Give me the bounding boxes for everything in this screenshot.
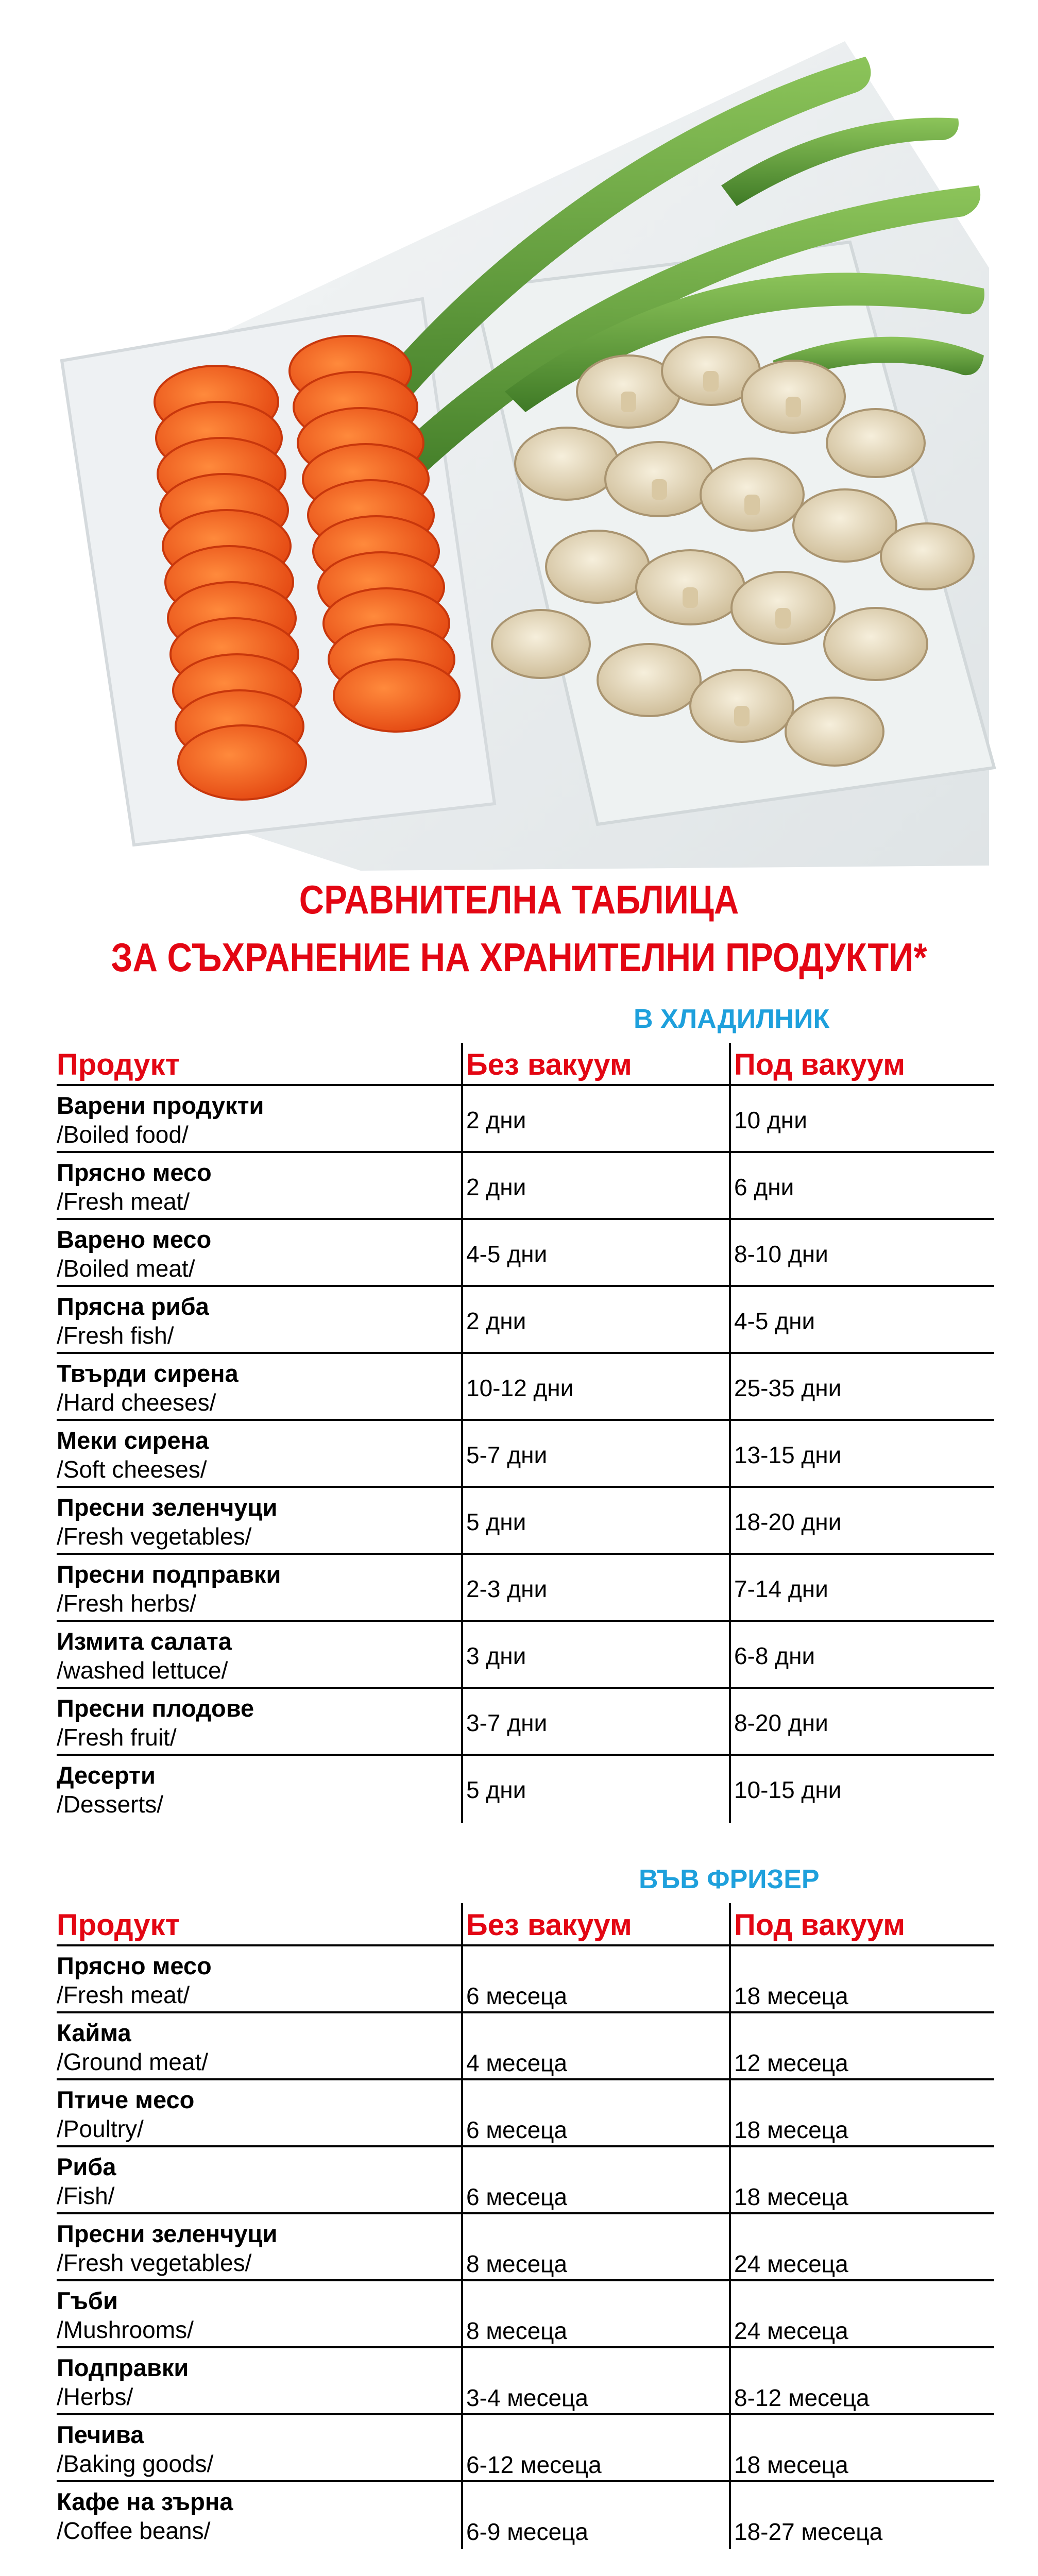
product-name-en: /Fresh vegetables/ (57, 1523, 252, 1550)
product-name-en: /Mushrooms/ (57, 2316, 194, 2343)
vacuum-value: 7-14 дни (734, 1575, 828, 1602)
vacuum-value: 4-5 дни (734, 1308, 815, 1334)
hero-photo (0, 0, 1038, 876)
vacuum-value: 6-8 дни (734, 1642, 815, 1669)
no-vacuum-value: 8 месеца (466, 2317, 568, 2344)
table-row (57, 2147, 994, 2214)
product-name: Печива (57, 2421, 144, 2448)
table-row (57, 2080, 994, 2147)
header-vacuum: Под вакуум (734, 1908, 906, 1942)
no-vacuum-value: 2 дни (466, 1308, 526, 1334)
product-name: Пресни зеленчуци (57, 2220, 278, 2247)
vacuum-value: 25-35 дни (734, 1375, 842, 1401)
product-name-en: /Soft cheeses/ (57, 1456, 207, 1483)
table-row (57, 1555, 994, 1622)
product-name: Кайма (57, 2019, 131, 2046)
no-vacuum-value: 3-4 месеца (466, 2384, 588, 2411)
product-name: Варено месо (57, 1226, 212, 1253)
vacuum-value: 8-10 дни (734, 1241, 828, 1267)
no-vacuum-value: 5-7 дни (466, 1442, 548, 1468)
product-name: Измита салата (57, 1628, 232, 1655)
product-name-en: /Fresh fruit/ (57, 1724, 177, 1751)
table-row (57, 2281, 994, 2348)
table-row (57, 2482, 994, 2549)
no-vacuum-value: 6 месеца (466, 2183, 568, 2210)
product-name-en: /Boiled meat/ (57, 1255, 195, 1282)
product-name: Варени продукти (57, 1092, 264, 1119)
product-name-en: /Coffee beans/ (57, 2517, 211, 2544)
vacuum-value: 18-20 дни (734, 1509, 842, 1535)
title-line-2: ЗА СЪХРАНЕНИЕ НА ХРАНИТЕЛНИ ПРОДУКТИ* (111, 935, 927, 980)
product-name-en: /Fresh herbs/ (57, 1590, 196, 1617)
no-vacuum-value: 6 месеца (466, 1982, 568, 2009)
fridge-table (57, 1043, 994, 1823)
product-name: Меки сирена (57, 1427, 209, 1454)
vacuum-value: 8-20 дни (734, 1709, 828, 1736)
product-name: Десерти (57, 1761, 156, 1789)
product-name-en: /Fresh fish/ (57, 1322, 174, 1349)
product-name: Подправки (57, 2354, 189, 2381)
vacuum-value: 12 месеца (734, 2049, 848, 2076)
product-name-en: /Ground meat/ (57, 2048, 209, 2075)
table-row (57, 1220, 994, 1287)
product-name: Прясно месо (57, 1159, 212, 1186)
vacuum-value: 10-15 дни (734, 1776, 842, 1803)
product-name: Гъби (57, 2287, 118, 2314)
fridge-table-header (57, 1043, 994, 1086)
vacuum-value: 6 дни (734, 1174, 794, 1200)
freezer-table (57, 1903, 994, 2549)
no-vacuum-value: 10-12 дни (466, 1375, 574, 1401)
table-row (57, 2415, 994, 2482)
table-row (57, 2348, 994, 2415)
no-vacuum-value: 8 месеца (466, 2250, 568, 2277)
header-vacuum: Под вакуум (734, 1048, 906, 1081)
vacuum-value: 18 месеца (734, 2183, 848, 2210)
vacuum-bags-illustration (0, 0, 1038, 876)
product-name-en: /Fresh meat/ (57, 1981, 190, 2008)
product-name-en: /Poultry/ (57, 2115, 144, 2142)
vacuum-value: 8-12 месеца (734, 2384, 870, 2411)
table-row (57, 1287, 994, 1354)
product-name: Прясна риба (57, 1293, 209, 1320)
product-name: Пресни подправки (57, 1561, 281, 1588)
no-vacuum-value: 5 дни (466, 1509, 526, 1535)
product-name: Прясно месо (57, 1952, 212, 1979)
product-name: Риба (57, 2153, 116, 2180)
page-title (73, 871, 965, 986)
header-no-vacuum: Без вакуум (466, 1908, 632, 1942)
table-row (57, 1421, 994, 1488)
header-product: Продукт (57, 1048, 180, 1081)
table-row (57, 2013, 994, 2080)
table-row (57, 1946, 994, 2013)
table-row (57, 1756, 994, 1823)
header-product: Продукт (57, 1908, 180, 1942)
no-vacuum-value: 6-12 месеца (466, 2451, 602, 2478)
no-vacuum-value: 2 дни (466, 1107, 526, 1133)
table-row (57, 2214, 994, 2281)
product-name-en: /Boiled food/ (57, 1121, 189, 1148)
table-row (57, 1689, 994, 1756)
vacuum-value: 13-15 дни (734, 1442, 842, 1468)
no-vacuum-value: 5 дни (466, 1776, 526, 1803)
product-name-en: /Desserts/ (57, 1791, 164, 1818)
no-vacuum-value: 2 дни (466, 1174, 526, 1200)
no-vacuum-value: 3 дни (466, 1642, 526, 1669)
vacuum-value: 18 месеца (734, 2116, 848, 2143)
product-name-en: /Hard cheeses/ (57, 1389, 216, 1416)
no-vacuum-value: 6 месеца (466, 2116, 568, 2143)
freezer-table-header (57, 1903, 994, 1946)
vacuum-value: 18 месеца (734, 1982, 848, 2009)
product-name: Пресни плодове (57, 1694, 254, 1722)
product-name: Пресни зеленчуци (57, 1494, 278, 1521)
title-line-1: СРАВНИТЕЛНА ТАБЛИЦА (299, 877, 739, 922)
vacuum-value: 10 дни (734, 1107, 807, 1133)
freezer-section-heading: ВЪВ ФРИЗЕР (639, 1865, 820, 1894)
no-vacuum-value: 3-7 дни (466, 1709, 548, 1736)
product-name-en: /Fresh meat/ (57, 1188, 190, 1215)
product-name: Птиче месо (57, 2086, 195, 2113)
table-row (57, 1153, 994, 1220)
product-name: Твърди сирена (57, 1360, 239, 1387)
header-no-vacuum: Без вакуум (466, 1048, 632, 1081)
table-row (57, 1488, 994, 1555)
no-vacuum-value: 2-3 дни (466, 1575, 548, 1602)
vacuum-value: 24 месеца (734, 2317, 848, 2344)
no-vacuum-value: 4 месеца (466, 2049, 568, 2076)
product-name-en: /washed lettuce/ (57, 1657, 228, 1684)
product-name-en: /Fresh vegetables/ (57, 2249, 252, 2276)
no-vacuum-value: 6-9 месеца (466, 2518, 588, 2545)
product-name-en: /Fish/ (57, 2182, 115, 2209)
table-row (57, 1086, 994, 1153)
vacuum-value: 18 месеца (734, 2451, 848, 2478)
no-vacuum-value: 4-5 дни (466, 1241, 548, 1267)
fridge-section-heading: В ХЛАДИЛНИК (634, 1004, 830, 1034)
vacuum-value: 24 месеца (734, 2250, 848, 2277)
product-name-en: /Herbs/ (57, 2383, 133, 2410)
product-name: Кафе на зърна (57, 2488, 233, 2515)
table-row (57, 1622, 994, 1689)
table-row (57, 1354, 994, 1421)
vacuum-value: 18-27 месеца (734, 2518, 883, 2545)
product-name-en: /Baking goods/ (57, 2450, 214, 2477)
